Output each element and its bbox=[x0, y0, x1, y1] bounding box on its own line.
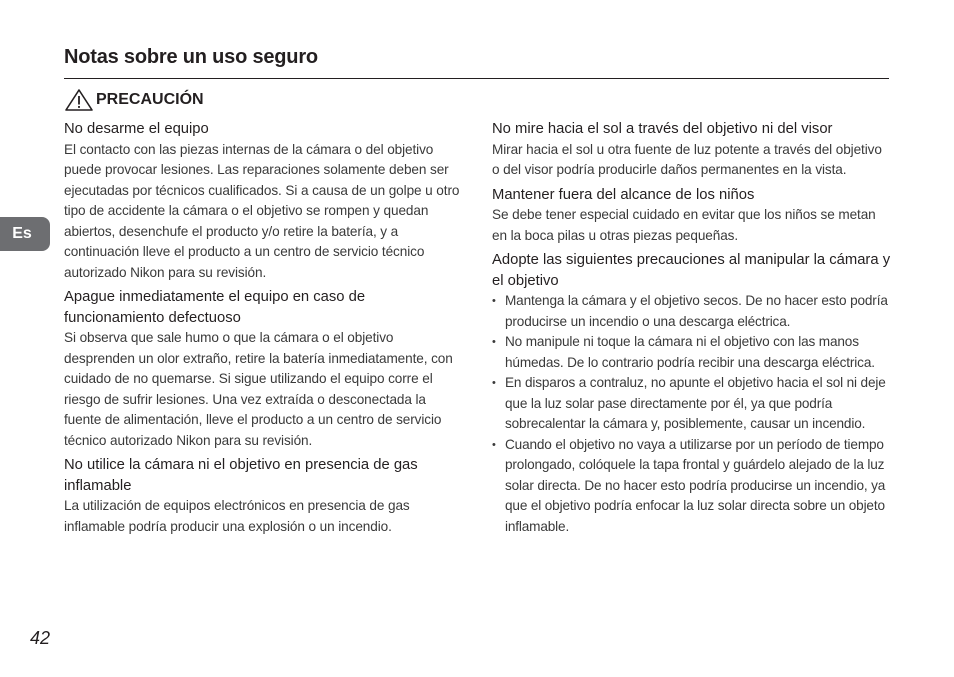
section-heading: Mantener fuera del alcance de los niños bbox=[492, 186, 755, 203]
list-item-text: En disparos a contraluz, no apunte el objetivo hacia el sol ni deje que la luz solar pase directamente por él, ya que podría sobrecalentar la cámara y, posiblemente, causar un incendio. bbox=[505, 375, 886, 431]
caution-label: PRECAUCIÓN bbox=[96, 91, 204, 108]
bullet-icon: • bbox=[492, 336, 496, 348]
section-heading: Adopte las siguientes precauciones al manipular la cámara y el objetivo bbox=[492, 252, 891, 289]
title-divider bbox=[64, 78, 889, 79]
section-no-desarme bbox=[64, 119, 464, 283]
bullet-icon: • bbox=[492, 438, 496, 451]
page-title: Notas sobre un uso seguro bbox=[64, 46, 318, 68]
section-body: Mirar hacia el sol u otra fuente de luz potente a través del objetivo o del visor podría producirle daños permanentes en la vista. bbox=[492, 141, 882, 177]
bullet-icon: • bbox=[492, 295, 496, 307]
section-heading: Apague inmediatamente el equipo en caso de funcionamiento defectuoso bbox=[64, 289, 366, 326]
section-ninos bbox=[492, 185, 892, 247]
section-sol bbox=[492, 119, 892, 181]
list-item-text: Cuando el objetivo no vaya a utilizarse por un período de tiempo prolongado, colóquele la tapa frontal y guárdelo alejado de la luz solar directa. De no hacer esto podría producirse un incendio, ya que el objetivo podría enfocar la luz solar directa sobre un objeto inflamable. bbox=[505, 436, 886, 534]
bullet-icon: • bbox=[492, 377, 496, 389]
list-item bbox=[492, 291, 892, 332]
list-item bbox=[492, 373, 892, 435]
left-column bbox=[64, 119, 464, 541]
warning-triangle-icon bbox=[64, 88, 94, 112]
section-body: Si observa que sale humo o que la cámara o el objetivo desprenden un olor extraño, retire la batería inmediatamente, con cuidado de no quemarse. Si sigue utilizando el equipo corre el riesgo de sufrir lesiones. Una vez extraída o desconectada la fuente de alimentación, lleve el producto a un centro de servicio técnico autorizado Nikon para su revisión. bbox=[64, 330, 453, 448]
page-number: 42 bbox=[30, 628, 51, 648]
list-item-text: Mantenga la cámara y el objetivo secos. De no hacer esto podría producirse un incendio o una descarga eléctrica. bbox=[505, 293, 888, 329]
precautions-list bbox=[492, 291, 892, 537]
list-item bbox=[492, 435, 892, 538]
section-body: La utilización de equipos electrónicos en presencia de gas inflamable podría producir una explosión o un incendio. bbox=[64, 498, 410, 534]
section-apague bbox=[64, 287, 464, 451]
section-body: Se debe tener especial cuidado en evitar que los niños se metan en la boca pilas u otras piezas pequeñas. bbox=[492, 207, 876, 243]
section-body: El contacto con las piezas internas de la cámara o del objetivo puede provocar lesiones. Las reparaciones solamente deben ser ejecutadas por técnicos cualificados. Si a causa de un golpe u otro tipo de accidente la cámara o el objetivo se rompen y quedan abiertos, desenchufe el producto y/o retire la batería, y a continuación lleve el producto a un centro de servicio técnico autorizado Nikon para su revisión. bbox=[64, 141, 460, 280]
section-precauciones bbox=[492, 250, 892, 537]
section-heading: No mire hacia el sol a través del objetivo ni del visor bbox=[492, 121, 833, 137]
right-column bbox=[492, 119, 892, 537]
language-tab: Es bbox=[0, 217, 50, 251]
list-item bbox=[492, 332, 892, 373]
section-gas bbox=[64, 455, 464, 537]
list-item-text: No manipule ni toque la cámara ni el objetivo con las manos húmedas. De lo contrario podría recibir una descarga eléctrica. bbox=[505, 334, 875, 370]
section-heading: No utilice la cámara ni el objetivo en presencia de gas inflamable bbox=[64, 457, 418, 494]
section-heading: No desarme el equipo bbox=[64, 121, 209, 137]
caution-heading bbox=[64, 88, 204, 112]
